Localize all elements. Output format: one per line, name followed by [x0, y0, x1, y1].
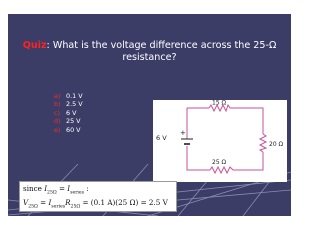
option-item: [54, 92, 83, 100]
formula-line-2: $V_{25\Omega} = I_{series}R_{25\Omega} = (0.1$ A)(25 Ω) = 2.5 V: [23, 198, 168, 210]
option-item: [54, 117, 83, 125]
since-word: since: [23, 184, 42, 193]
right-resistor-label: 20 Ω: [269, 141, 284, 148]
formula-line-1: since $I_{25\Omega} = I_{series}$ :: [23, 184, 89, 196]
option-value: 60 V: [66, 125, 81, 134]
solution-box: [19, 181, 177, 212]
quiz-label: Quiz: [22, 40, 47, 51]
option-letter: a): [54, 92, 61, 100]
option-letter: e): [54, 125, 61, 134]
formula-line-2-rhs: = (0.1 A)(25 Ω) = 2.5 V: [80, 198, 168, 207]
bottom-resistor-label: 25 Ω: [212, 159, 227, 166]
option-value: 25 V: [66, 117, 81, 126]
option-letter: d): [54, 117, 61, 126]
option-letter: b): [54, 100, 61, 109]
formula-line-1-tail: :: [83, 184, 89, 193]
option-item: [54, 109, 83, 117]
battery-plus-sign: +: [180, 129, 186, 137]
option-letter: c): [54, 108, 61, 117]
right-resistor-symbol: [260, 134, 266, 152]
source-voltage-label: 6 V: [156, 134, 167, 142]
answer-options: [54, 92, 83, 134]
option-value: 6 V: [66, 108, 77, 117]
slide: [8, 14, 291, 216]
option-item: [54, 100, 83, 108]
option-value: 2.5 V: [66, 100, 83, 109]
option-value: 0.1 V: [66, 92, 83, 100]
top-resistor-label: 15 Ω: [212, 100, 227, 107]
circuit-diagram: [153, 100, 287, 182]
bottom-resistor-symbol: [210, 167, 233, 173]
option-item: [54, 126, 83, 134]
question-text: : What is the voltage difference across the 25-Ω resistance?: [46, 40, 277, 63]
question-title: [14, 40, 285, 64]
